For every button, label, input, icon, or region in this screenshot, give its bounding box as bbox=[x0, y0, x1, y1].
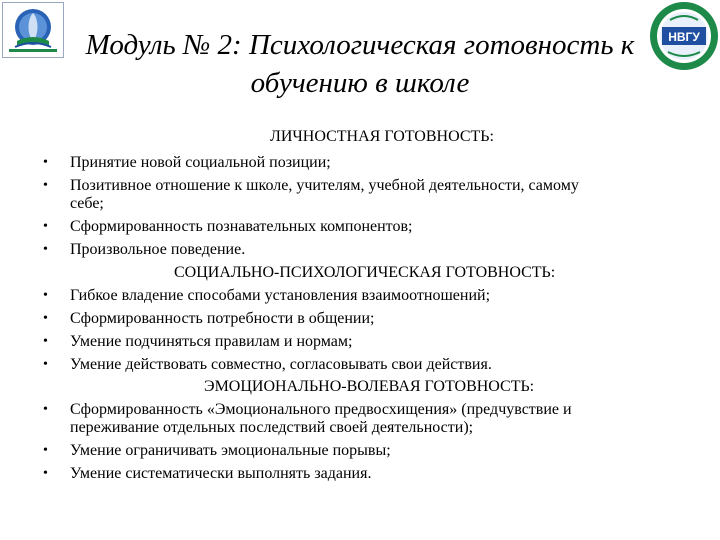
list-item: Позитивное отношение к школе, учителям, учебной деятельности, самому bbox=[70, 177, 579, 194]
section-heading-emotional: ЭМОЦИОНАЛЬНО-ВОЛЕВАЯ ГОТОВНОСТЬ: bbox=[204, 378, 535, 395]
bullet-marker: • bbox=[43, 334, 48, 349]
bullet-marker: • bbox=[43, 357, 48, 372]
list-item: Сформированность познавательных компонентов; bbox=[70, 218, 413, 235]
slide-title bbox=[40, 26, 680, 102]
bullet-marker: • bbox=[43, 219, 48, 234]
nvgu-logo-text: НВГУ bbox=[668, 30, 700, 44]
section-heading-social: СОЦИАЛЬНО-ПСИХОЛОГИЧЕСКАЯ ГОТОВНОСТЬ: bbox=[174, 264, 556, 281]
bullet-marker: • bbox=[43, 466, 48, 481]
list-item: Умение систематически выполнять задания. bbox=[70, 465, 372, 482]
title-line-2: обучению в школе bbox=[250, 67, 470, 99]
bullet-marker: • bbox=[43, 178, 48, 193]
list-item: Принятие новой социальной позиции; bbox=[70, 154, 331, 171]
bullet-marker: • bbox=[43, 443, 48, 458]
list-item-continuation: переживание отдельных последствий своей деятельности); bbox=[70, 419, 474, 436]
list-item: Умение действовать совместно, согласовывать свои действия. bbox=[70, 356, 492, 373]
bullet-marker: • bbox=[43, 288, 48, 303]
list-item: Умение ограничивать эмоциональные порывы; bbox=[70, 442, 391, 459]
title-line-1: Модуль № 2: Психологическая готовность к bbox=[85, 29, 635, 61]
bullet-marker: • bbox=[43, 155, 48, 170]
bullet-marker: • bbox=[43, 402, 48, 417]
section-heading-personal: ЛИЧНОСТНАЯ ГОТОВНОСТЬ: bbox=[270, 128, 494, 145]
bullet-marker: • bbox=[43, 311, 48, 326]
list-item: Умение подчиняться правилам и нормам; bbox=[70, 333, 353, 350]
bullet-marker: • bbox=[43, 242, 48, 257]
list-item: Произвольное поведение. bbox=[70, 241, 246, 258]
list-item: Сформированность «Эмоционального предвосхищения» (предчувствие и bbox=[70, 401, 572, 418]
list-item-continuation: себе; bbox=[70, 195, 104, 212]
list-item: Сформированность потребности в общении; bbox=[70, 310, 375, 327]
list-item: Гибкое владение способами установления взаимоотношений; bbox=[70, 287, 491, 304]
